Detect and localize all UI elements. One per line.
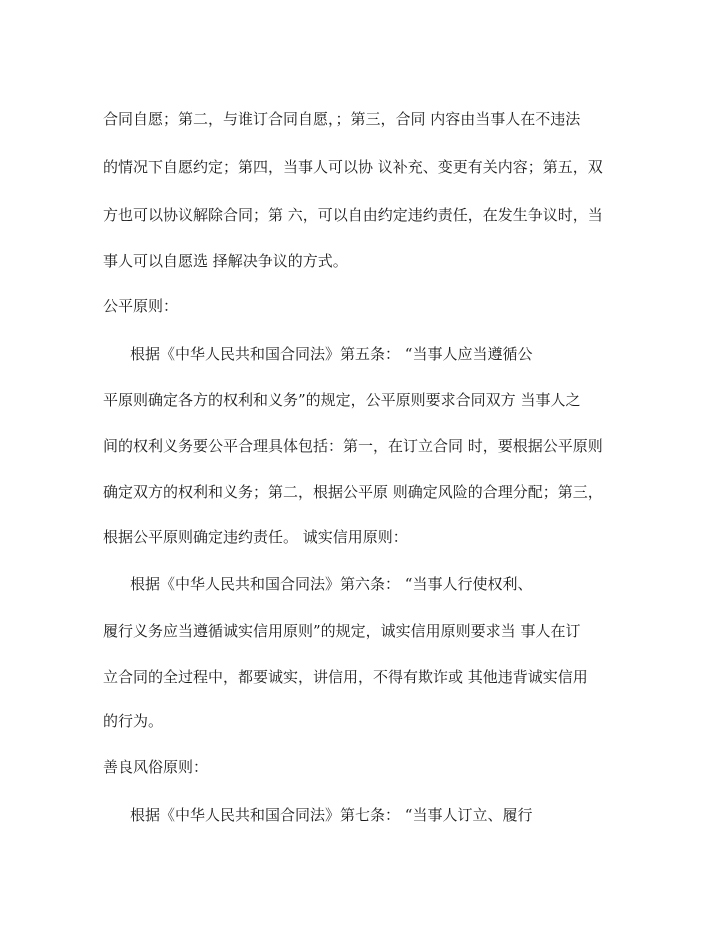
text-line: 方也可以协议解除合同；第 六，可以自由约定违约责任，在发生争议时，当 bbox=[103, 206, 603, 224]
text-line: 的情况下自愿约定；第四，当事人可以协 议补充、变更有关内容；第五，双 bbox=[103, 158, 603, 176]
text-line: 履行义务应当遵循诚实信用原则”的规定，诚实信用原则要求当 事人在订 bbox=[103, 622, 581, 640]
text-line: 的行为。 bbox=[103, 712, 164, 730]
section-heading: 公平原则： bbox=[103, 297, 179, 315]
text-line: 确定双方的权利和义务；第二，根据公平原 则确定风险的合理分配；第三， bbox=[103, 483, 603, 501]
text-line: 根据《中华人民共和国合同法》第七条： “当事人订立、履行 bbox=[130, 806, 533, 824]
text-line: 间的权利义务要公平合理具体包括：第一，在订立合同 时，要根据公平原则 bbox=[103, 437, 603, 455]
section-heading: 善良风俗原则： bbox=[103, 758, 209, 776]
text-line: 根据《中华人民共和国合同法》第六条： “当事人行使权利、 bbox=[130, 575, 533, 593]
text-line: 根据公平原则确定违约责任。 诚实信用原则： bbox=[103, 528, 408, 546]
text-line: 事人可以自愿选 择解决争议的方式。 bbox=[103, 252, 348, 270]
text-line: 合同自愿；第二，与谁订合同自愿，；第三，合同 内容由当事人在不违法 bbox=[103, 110, 581, 128]
text-line: 根据《中华人民共和国合同法》第五条： “当事人应当遵循公 bbox=[130, 345, 533, 363]
text-line: 平原则确定各方的权利和义务”的规定，公平原则要求合同双方 当事人之 bbox=[103, 391, 581, 409]
text-line: 立合同的全过程中，都要诚实，讲信用，不得有欺诈或 其他违背诚实信用 bbox=[103, 668, 588, 686]
